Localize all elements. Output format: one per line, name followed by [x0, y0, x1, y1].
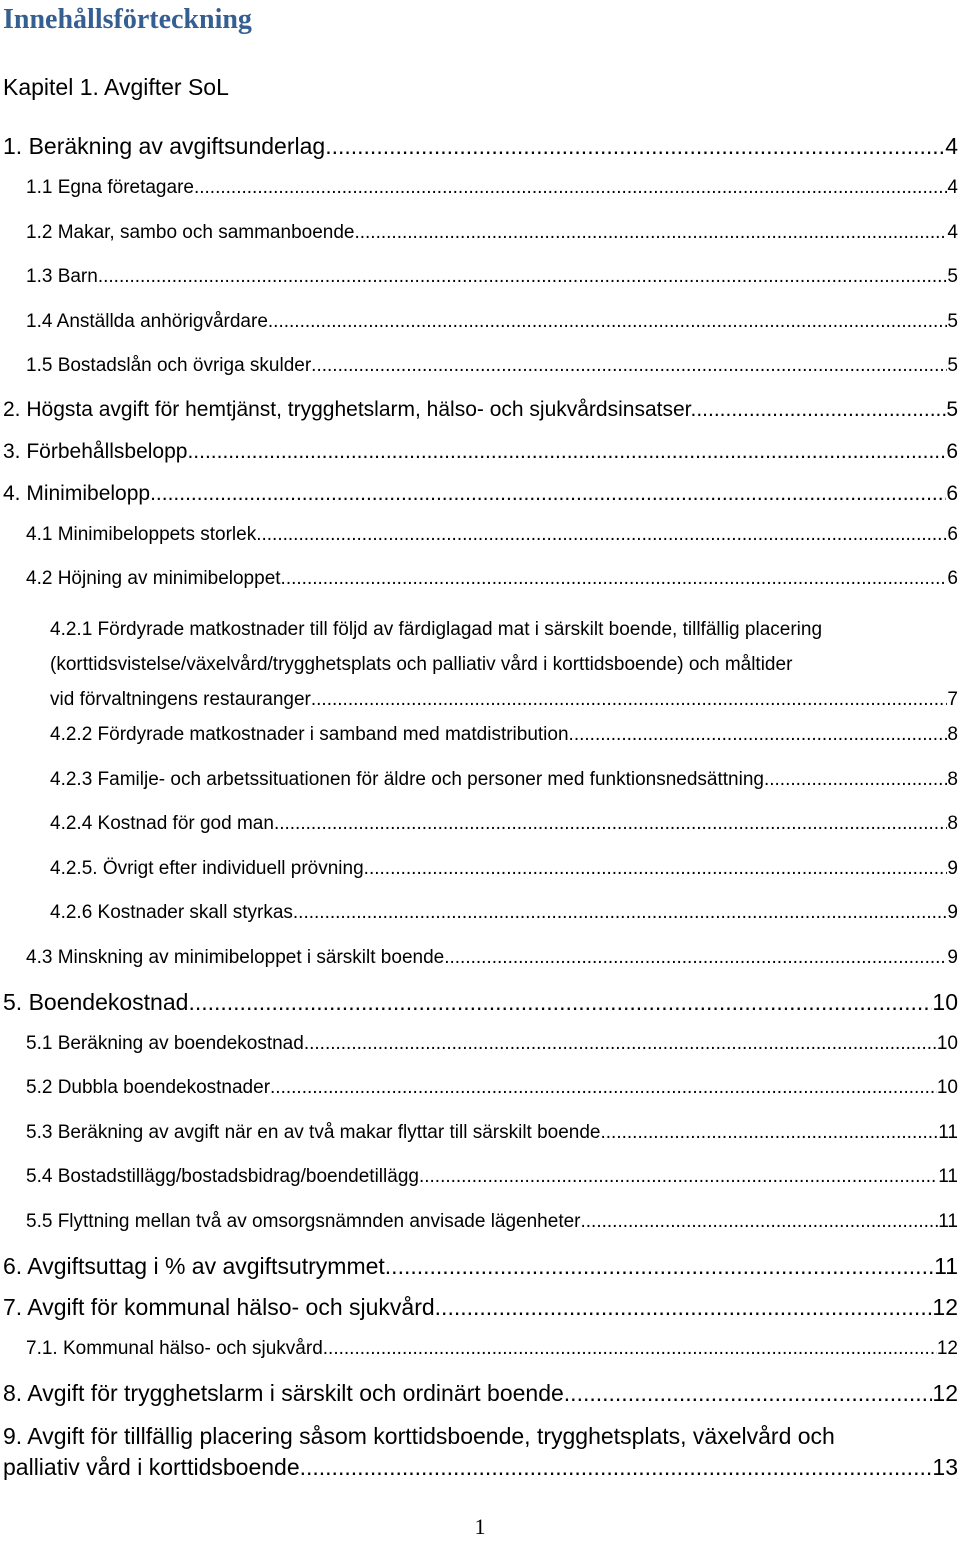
page-number: 1: [474, 1514, 486, 1539]
toc-entry[interactable]: 4.2.4 Kostnad för god man ..... 8: [50, 813, 958, 835]
toc-entry[interactable]: 4.1 Minimibeloppets storlek ..... 6: [26, 524, 958, 546]
toc-entry[interactable]: 5.1 Beräkning av boendekostnad ..... 10: [26, 1033, 958, 1055]
toc-entry[interactable]: 4. Minimibelopp ..... 6: [3, 482, 958, 506]
toc-entry[interactable]: 1. Beräkning av avgiftsunderlag ..... 4: [3, 133, 958, 160]
toc-entry[interactable]: 4.2.6 Kostnader skall styrkas ..... 9: [50, 902, 958, 924]
toc-entry[interactable]: 1.5 Bostadslån och övriga skulder ..... 5: [26, 355, 958, 377]
toc-entry[interactable]: 5.5 Flyttning mellan två av omsorgsnämnden anvisade lägenheter ..... 11: [26, 1211, 958, 1233]
toc-entry-multiline[interactable]: 9. Avgift för tillfällig placering såsom korttidsboende, trygghetsplats, växelvård och palliativ vård i korttidsboende. ..... 13: [3, 1421, 958, 1483]
toc-entry[interactable]: 7.1. Kommunal hälso- och sjukvård ..... 12: [26, 1338, 958, 1360]
toc-heading: Innehållsförteckning: [3, 4, 252, 35]
toc-entry[interactable]: 6. Avgiftsuttag i % av avgiftsutrymmet ..... 11: [3, 1253, 958, 1280]
toc-entry[interactable]: 7. Avgift för kommunal hälso- och sjukvård ..... 12: [3, 1294, 958, 1321]
toc-entry[interactable]: 5.3 Beräkning av avgift när en av två makar flyttar till särskilt boende ..... 11: [26, 1122, 958, 1144]
toc-entry[interactable]: 5. Boendekostnad ..... 10: [3, 989, 958, 1016]
toc-entry[interactable]: 4.2 Höjning av minimibeloppet ..... 6: [26, 568, 958, 590]
toc-entry[interactable]: 4.2.5. Övrigt efter individuell prövning ..... 9: [50, 858, 958, 880]
toc-entry[interactable]: 1.4 Anställda anhörigvårdare ..... 5: [26, 311, 958, 333]
toc-entry[interactable]: 4.3 Minskning av minimibeloppet i särskilt boende ..... 9: [26, 947, 958, 969]
toc-entry[interactable]: 4.2.3 Familje- och arbetssituationen för äldre och personer med funktionsnedsättning ..... 8: [50, 769, 958, 791]
toc-entry[interactable]: 3. Förbehållsbelopp ..... 6: [3, 440, 958, 464]
toc-entry[interactable]: 8. Avgift för trygghetslarm i särskilt och ordinärt boende ..... 12: [3, 1380, 958, 1407]
toc-entry[interactable]: 1.1 Egna företagare ..... 4: [26, 177, 958, 199]
toc-entry[interactable]: 2. Högsta avgift för hemtjänst, trygghetslarm, hälso- och sjukvårdsinsatser. ..... 5: [3, 398, 958, 422]
toc-entry[interactable]: 5.4 Bostadstillägg/bostadsbidrag/boendetillägg ..... 11: [26, 1166, 958, 1188]
toc-entry[interactable]: 1.2 Makar, sambo och sammanboende ..... 4: [26, 222, 958, 244]
toc-entry[interactable]: 5.2 Dubbla boendekostnader ..... 10: [26, 1077, 958, 1099]
toc-entry-multiline[interactable]: 4.2.1 Fördyrade matkostnader till följd av färdiglagad mat i särskilt boende, tillfällig placering (korttidsvistelse/växelvård/trygghetsplats och palliativ vård i korttidsboende) och måltider vid förvaltningens restauranger ..... 7: [50, 612, 958, 717]
toc-entry[interactable]: 1.3 Barn ..... 5: [26, 266, 958, 288]
chapter-title: Kapitel 1. Avgifter SoL: [3, 74, 229, 100]
toc-entry[interactable]: 4.2.2 Fördyrade matkostnader i samband med matdistribution ..... 8: [50, 724, 958, 746]
